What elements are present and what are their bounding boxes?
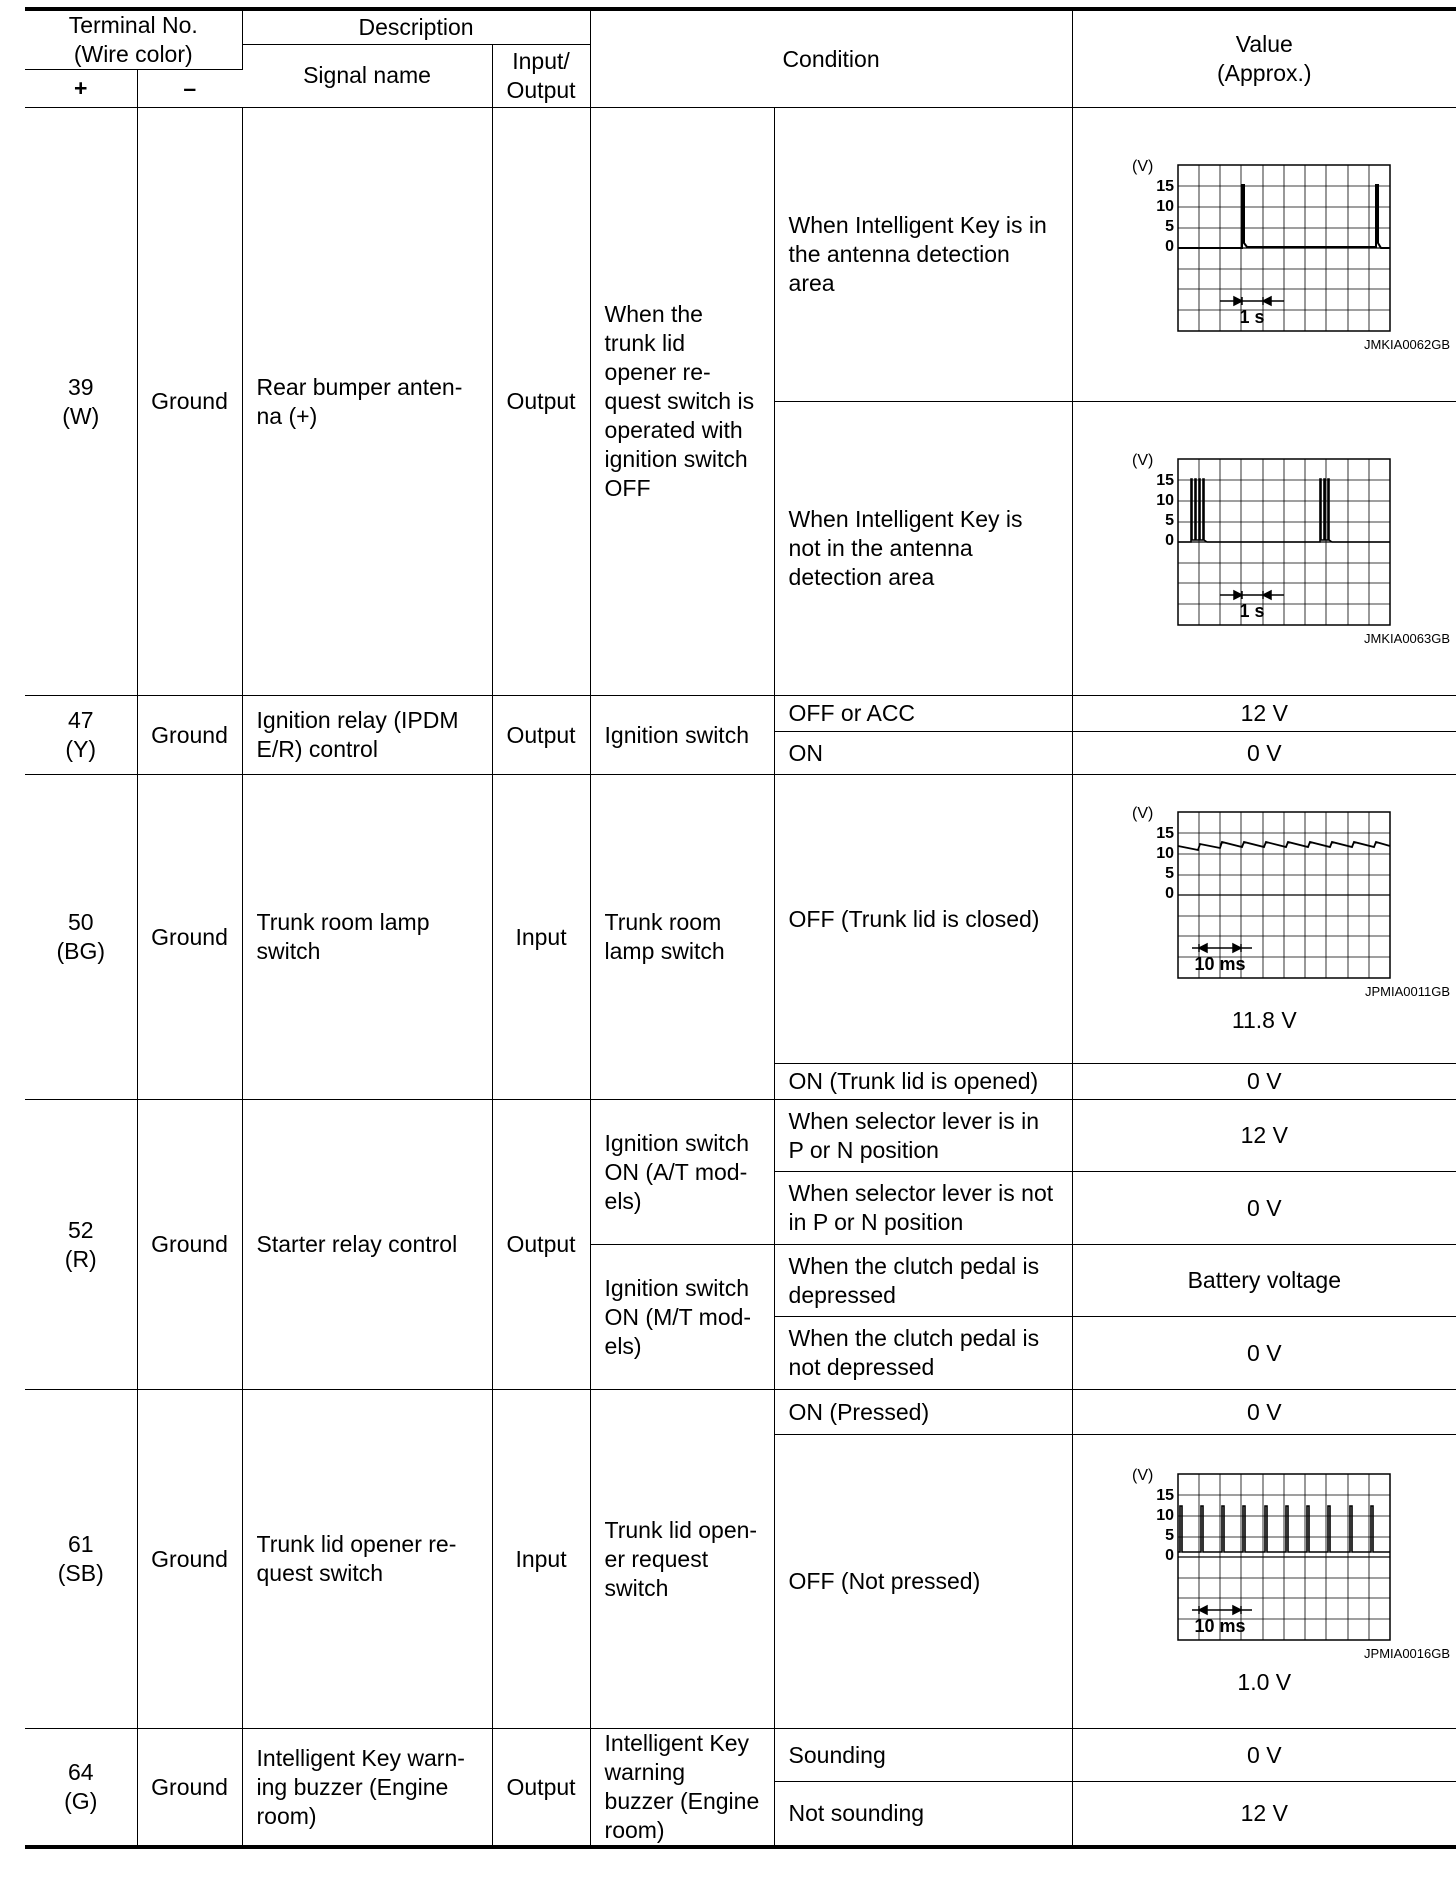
condition-mt: Ignition switch ON (M/T mod-els) bbox=[590, 1245, 774, 1390]
tick-5: 5 bbox=[1165, 1527, 1175, 1544]
time-marker bbox=[1192, 1606, 1252, 1614]
header-description: Description bbox=[242, 9, 590, 44]
value-text: 0 V bbox=[1072, 1172, 1456, 1245]
terminal-number: 50 bbox=[67, 909, 94, 935]
figure-code: JPMIA0016GB bbox=[1364, 1646, 1451, 1661]
sub-condition: When selector lever is not in P or N position bbox=[774, 1172, 1072, 1245]
sub-condition: Not sounding bbox=[774, 1782, 1072, 1847]
terminal-52 bbox=[25, 1100, 137, 1390]
time-marker bbox=[1220, 297, 1284, 305]
tick-0: 0 bbox=[1165, 1547, 1175, 1564]
terminal-47 bbox=[25, 696, 137, 775]
scope-unit: (V) bbox=[1132, 804, 1154, 822]
condition: Trunk room lamp switch bbox=[590, 775, 774, 1100]
tick-15: 15 bbox=[1156, 1487, 1175, 1504]
header-wire-color: (Wire color) bbox=[73, 41, 193, 67]
time-scale: 1 s bbox=[1239, 600, 1265, 621]
value-text: 11.8 V bbox=[1231, 1006, 1297, 1033]
minus-terminal: Ground bbox=[137, 1729, 242, 1848]
wire-color: (R) bbox=[64, 1245, 97, 1272]
signal-name: Ignition relay (IPDM E/R) control bbox=[242, 696, 492, 775]
sub-condition: When selector lever is in P or N position bbox=[774, 1100, 1072, 1172]
time-scale: 10 ms bbox=[1194, 953, 1246, 974]
header-io-line2: Output bbox=[506, 76, 576, 103]
time-marker bbox=[1220, 591, 1284, 599]
header-value bbox=[1072, 9, 1456, 108]
signal-name: Intelligent Key warn-ing buzzer (Engine room) bbox=[242, 1729, 492, 1848]
value-text: 12 V bbox=[1072, 1100, 1456, 1172]
figure-code: JMKIA0063GB bbox=[1364, 630, 1451, 646]
value-waveform bbox=[1072, 1435, 1456, 1729]
tick-10: 10 bbox=[1156, 844, 1175, 862]
value-text: 1.0 V bbox=[1237, 1669, 1292, 1695]
scope-unit: (V) bbox=[1132, 157, 1154, 175]
value-text: 0 V bbox=[1072, 1317, 1456, 1390]
condition: Ignition switch bbox=[590, 696, 774, 775]
input-output: Output bbox=[492, 1100, 590, 1390]
wire-color: (W) bbox=[62, 402, 100, 429]
tick-10: 10 bbox=[1156, 1507, 1175, 1524]
header-input-output bbox=[492, 44, 590, 108]
condition: Intelligent Key warning buzzer (Engine room) bbox=[590, 1729, 774, 1848]
terminal-number: 64 bbox=[67, 1759, 94, 1785]
header-terminal-no bbox=[25, 9, 242, 70]
tick-10: 10 bbox=[1156, 197, 1175, 215]
signal-name: Starter relay control bbox=[242, 1100, 492, 1390]
value-text: 0 V bbox=[1072, 1064, 1456, 1100]
tick-5: 5 bbox=[1165, 217, 1175, 235]
condition: When the trunk lid opener re-quest switch is operated with ignition switch OFF bbox=[590, 108, 774, 696]
tick-5: 5 bbox=[1165, 864, 1175, 882]
terminal-61 bbox=[25, 1390, 137, 1729]
signal-name: Trunk lid opener re-quest switch bbox=[242, 1390, 492, 1729]
tick-15: 15 bbox=[1156, 177, 1175, 195]
waveform-pulse-train bbox=[1114, 1466, 1414, 1646]
tick-15: 15 bbox=[1156, 471, 1175, 489]
header-terminal-label: Terminal No. bbox=[68, 12, 198, 38]
terminal-39 bbox=[25, 108, 137, 696]
input-output: Output bbox=[492, 696, 590, 775]
value-text: 12 V bbox=[1072, 1782, 1456, 1847]
sub-condition: When the clutch pedal is depressed bbox=[774, 1245, 1072, 1317]
header-plus: + bbox=[25, 70, 137, 108]
time-scale: 1 s bbox=[1239, 306, 1265, 327]
value-waveform bbox=[1072, 108, 1456, 402]
input-output: Input bbox=[492, 1390, 590, 1729]
scope-unit: (V) bbox=[1132, 1467, 1154, 1484]
tick-5: 5 bbox=[1165, 511, 1175, 529]
header-value-approx: (Approx.) bbox=[1216, 60, 1312, 86]
terminal-number: 52 bbox=[67, 1216, 94, 1243]
sub-condition: ON bbox=[774, 732, 1072, 775]
terminal-number: 47 bbox=[67, 707, 94, 733]
tick-0: 0 bbox=[1165, 884, 1175, 902]
terminal-50 bbox=[25, 775, 137, 1100]
waveform-pulse-burst bbox=[1114, 451, 1414, 631]
sub-condition: Sounding bbox=[774, 1729, 1072, 1782]
sub-condition: When Intelligent Key is in the antenna detection area bbox=[774, 108, 1072, 402]
tick-0: 0 bbox=[1165, 237, 1175, 255]
header-signal-name: Signal name bbox=[242, 44, 492, 108]
input-output: Output bbox=[492, 108, 590, 696]
value-waveform bbox=[1072, 775, 1456, 1064]
sub-condition: OFF or ACC bbox=[774, 696, 1072, 732]
sub-condition: ON (Pressed) bbox=[774, 1390, 1072, 1435]
condition-at: Ignition switch ON (A/T mod-els) bbox=[590, 1100, 774, 1245]
scope-unit: (V) bbox=[1132, 451, 1154, 469]
time-scale: 10 ms bbox=[1194, 1616, 1246, 1636]
wire-color: (Y) bbox=[65, 736, 97, 762]
sub-condition: When the clutch pedal is not depressed bbox=[774, 1317, 1072, 1390]
sub-condition: OFF (Not pressed) bbox=[774, 1435, 1072, 1729]
value-text: Battery voltage bbox=[1072, 1245, 1456, 1317]
terminal-64 bbox=[25, 1729, 137, 1848]
waveform-pulse-single bbox=[1114, 157, 1414, 337]
value-text: 0 V bbox=[1072, 732, 1456, 775]
sub-condition: ON (Trunk lid is opened) bbox=[774, 1064, 1072, 1100]
header-minus: – bbox=[137, 70, 242, 108]
tick-0: 0 bbox=[1165, 531, 1175, 549]
minus-terminal: Ground bbox=[137, 1390, 242, 1729]
minus-terminal: Ground bbox=[137, 696, 242, 775]
waveform-ripple bbox=[1114, 804, 1414, 984]
minus-terminal: Ground bbox=[137, 108, 242, 696]
wire-color: (BG) bbox=[56, 938, 106, 964]
value-text: 0 V bbox=[1072, 1390, 1456, 1435]
header-io-line1: Input/ bbox=[512, 47, 570, 74]
tick-15: 15 bbox=[1156, 824, 1175, 842]
input-output: Output bbox=[492, 1729, 590, 1848]
header-value-label: Value bbox=[1235, 31, 1293, 57]
signal-name: Trunk room lamp switch bbox=[242, 775, 492, 1100]
header-condition: Condition bbox=[590, 9, 1072, 108]
input-output: Input bbox=[492, 775, 590, 1100]
tick-10: 10 bbox=[1156, 491, 1175, 509]
time-marker bbox=[1192, 944, 1252, 952]
terminal-table bbox=[25, 7, 1456, 1849]
value-waveform bbox=[1072, 402, 1456, 696]
figure-code: JPMIA0011GB bbox=[1365, 983, 1451, 999]
value-text: 0 V bbox=[1072, 1729, 1456, 1782]
terminal-number: 39 bbox=[67, 373, 94, 400]
value-text: 12 V bbox=[1072, 696, 1456, 732]
figure-code: JMKIA0062GB bbox=[1364, 336, 1451, 352]
wire-color: (G) bbox=[64, 1788, 98, 1814]
minus-terminal: Ground bbox=[137, 1100, 242, 1390]
signal-name: Rear bumper anten-na (+) bbox=[242, 108, 492, 696]
minus-terminal: Ground bbox=[137, 775, 242, 1100]
terminal-number: 61 bbox=[67, 1531, 94, 1557]
sub-condition: OFF (Trunk lid is closed) bbox=[774, 775, 1072, 1064]
sub-condition: When Intelligent Key is not in the antenna detection area bbox=[774, 402, 1072, 696]
wire-color: (SB) bbox=[57, 1560, 104, 1586]
condition: Trunk lid open-er request switch bbox=[590, 1390, 774, 1729]
